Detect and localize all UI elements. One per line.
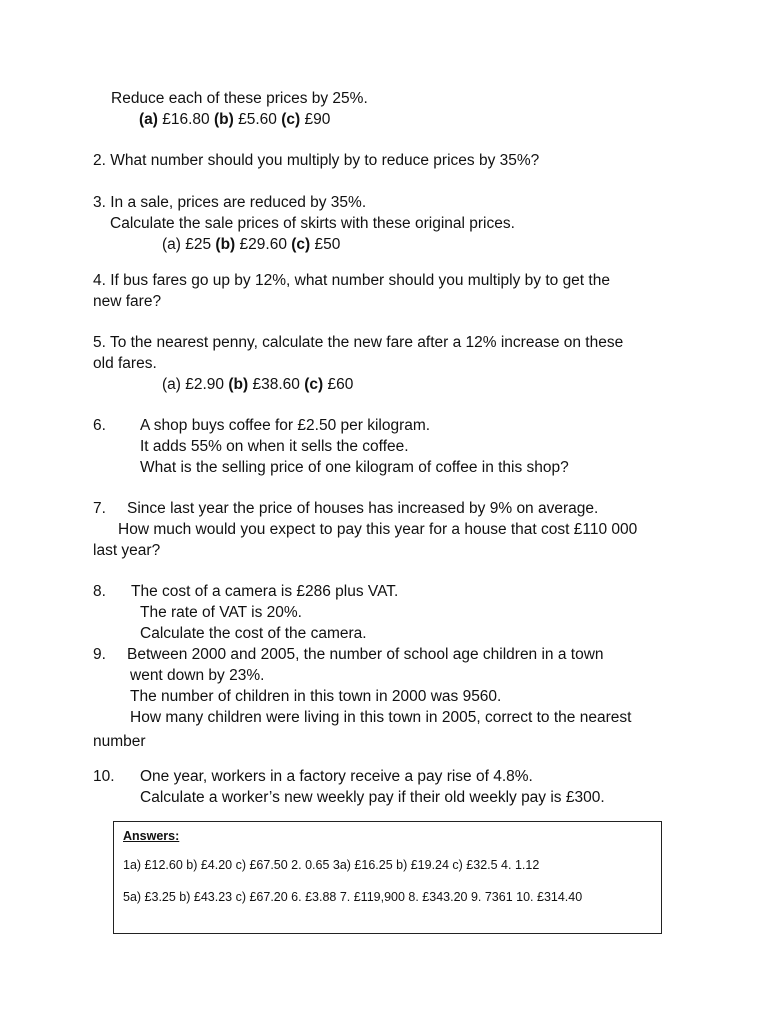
- answers-box: [113, 821, 662, 934]
- q7-line1: Since last year the price of houses has increased by 9% on average.: [127, 500, 599, 517]
- q3-line1: 3. In a sale, prices are reduced by 35%.: [93, 194, 367, 211]
- q6-line3: What is the selling price of one kilogram of coffee in this shop?: [140, 459, 569, 476]
- q8-line2: The rate of VAT is 20%.: [140, 604, 302, 621]
- q3-b-value: £29.60: [235, 236, 292, 253]
- q9-line3: The number of children in this town in 2000 was 9560.: [130, 688, 502, 705]
- q10-line2: Calculate a worker’s new weekly pay if their old weekly pay is £300.: [140, 789, 605, 806]
- q7-number: 7.: [93, 500, 106, 517]
- q3-options: [162, 234, 340, 255]
- answers-title: Answers:: [123, 829, 180, 843]
- answers-line1: 1a) £12.60 b) £4.20 c) £67.50 2. 0.65 3a) £16.25 b) £19.24 c) £32.5 4. 1.12: [123, 858, 540, 872]
- q10-line1: One year, workers in a factory receive a pay rise of 4.8%.: [140, 768, 533, 785]
- q5-a-option: (a) £2.90: [162, 376, 229, 393]
- q9-line4: How many children were living in this town in 2005, correct to the nearest: [130, 709, 632, 726]
- q8-line3: Calculate the cost of the camera.: [140, 625, 367, 642]
- q8-number: 8.: [93, 583, 106, 600]
- q5-line1: 5. To the nearest penny, calculate the new fare after a 12% increase on these: [93, 334, 624, 351]
- q9-number: 9.: [93, 646, 106, 663]
- q5-line2: old fares.: [93, 355, 157, 372]
- q1-a-label: (a): [139, 111, 158, 128]
- q1-intro: Reduce each of these prices by 25%.: [111, 90, 368, 107]
- q9-line1: Between 2000 and 2005, the number of school age children in a town: [127, 646, 604, 663]
- q5-c-label: (c): [304, 376, 324, 393]
- q5-b-value: £38.60: [248, 376, 305, 393]
- q9-line5: number: [93, 733, 146, 750]
- q7-line3: last year?: [93, 542, 161, 559]
- q4-line2: new fare?: [93, 293, 162, 310]
- q3-c-label: (c): [291, 236, 311, 253]
- q6-line1: A shop buys coffee for £2.50 per kilogram.: [140, 417, 431, 434]
- q5-b-label: (b): [228, 376, 249, 393]
- q1-c-label: (c): [281, 111, 301, 128]
- q1-b-value: £5.60: [233, 111, 282, 128]
- q3-line2: Calculate the sale prices of skirts with these original prices.: [110, 215, 515, 232]
- q4-line1: 4. If bus fares go up by 12%, what number should you multiply by to get the: [93, 272, 610, 289]
- q9-line2: went down by 23%.: [130, 667, 265, 684]
- q3-a-option: (a) £25: [162, 236, 216, 253]
- q1-options: [139, 109, 330, 130]
- q10-number: 10.: [93, 768, 115, 785]
- q3-b-label: (b): [215, 236, 236, 253]
- q1-a-value: £16.80: [157, 111, 214, 128]
- answers-line2: 5a) £3.25 b) £43.23 c) £67.20 6. £3.88 7. £119,900 8. £343.20 9. 7361 10. £314.40: [123, 890, 583, 904]
- q3-c-value: £50: [310, 236, 341, 253]
- q8-line1: The cost of a camera is £286 plus VAT.: [131, 583, 399, 600]
- q6-line2: It adds 55% on when it sells the coffee.: [140, 438, 409, 455]
- q1-b-label: (b): [213, 111, 234, 128]
- q6-number: 6.: [93, 417, 106, 434]
- q2-text: 2. What number should you multiply by to reduce prices by 35%?: [93, 152, 540, 169]
- q1-c-value: £90: [300, 111, 331, 128]
- q5-c-value: £60: [323, 376, 354, 393]
- q5-options: [162, 374, 353, 395]
- q7-line2: How much would you expect to pay this year for a house that cost £110 000: [118, 521, 638, 538]
